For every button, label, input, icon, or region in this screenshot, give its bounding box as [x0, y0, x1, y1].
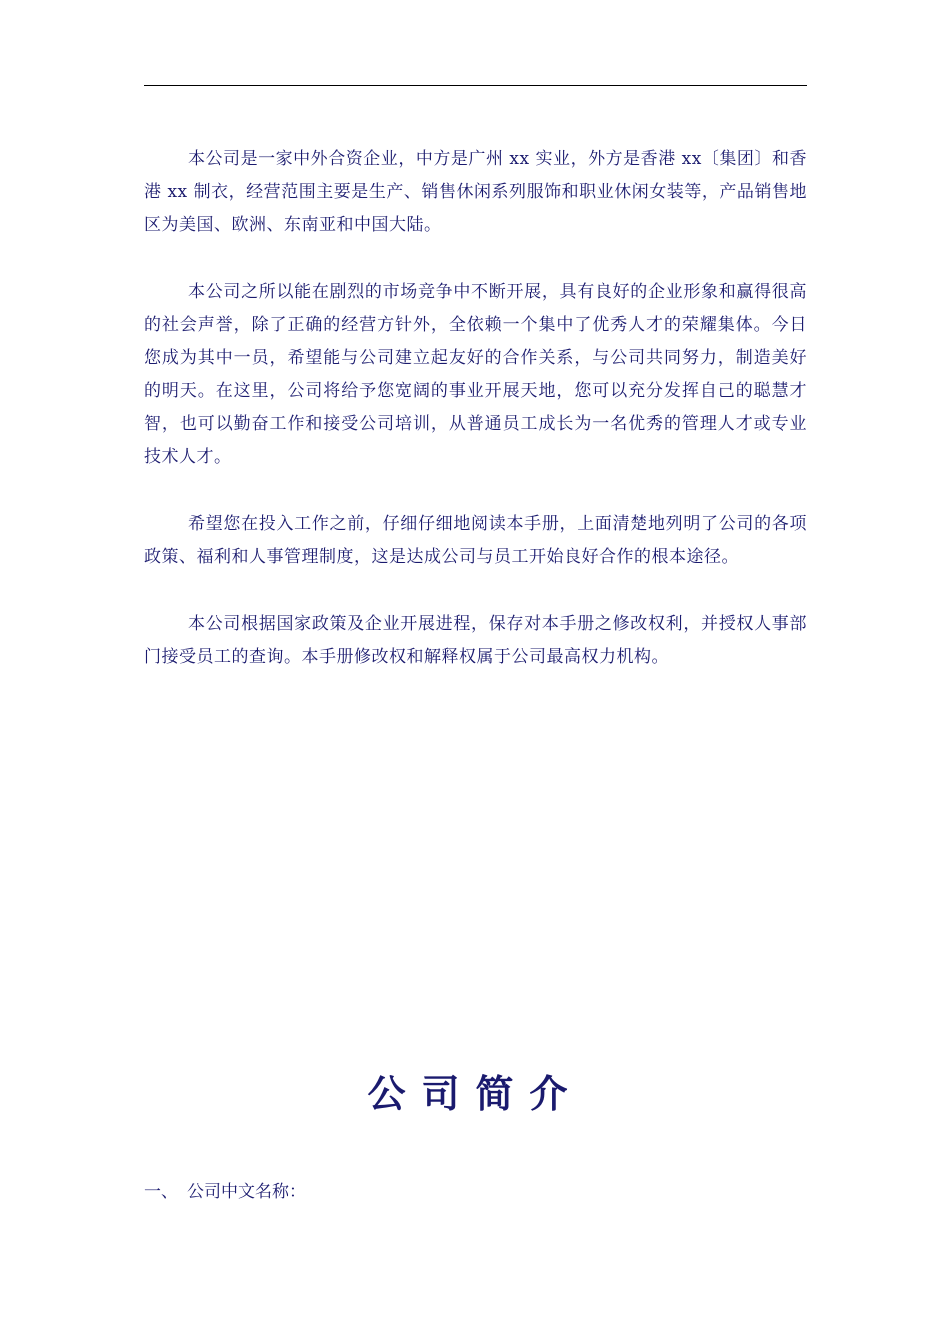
- list-item-number: 一、: [144, 1182, 178, 1202]
- paragraph-1: 本公司是一家中外合资企业，中方是广州 xx 实业，外方是香港 xx〔集团〕和香港 xx 制衣，经营范围主要是生产、销售休闲系列服饰和职业休闲女装等，产品销售地区为美国、欧洲、东南亚和中国大陆。: [144, 149, 807, 235]
- list-item-label: 公司中文名称：: [187, 1182, 306, 1202]
- paragraph-4: 本公司根据国家政策及企业开展进程，保存对本手册之修改权利，并授权人事部门接受员工的查询。本手册修改权和解释权属于公司最高权力机构。: [144, 614, 807, 667]
- paragraph-3: 希望您在投入工作之前，仔细仔细地阅读本手册，上面清楚地列明了公司的各项政策、福利和人事管理制度，这是达成公司与员工开始良好合作的根本途径。: [144, 514, 807, 567]
- intro-text: [144, 143, 807, 708]
- header-rule: [144, 85, 807, 86]
- paragraph-2: 本公司之所以能在剧烈的市场竞争中不断开展，具有良好的企业形象和赢得很高的社会声誉，除了正确的经营方针外，全依赖一个集中了优秀人才的荣耀集体。今日您成为其中一员，希望能与公司建立起友好的合作关系，与公司共同努力，制造美好的明天。在这里，公司将给予您宽阔的事业开展天地，您可以充分发挥自己的聪慧才智，也可以勤奋工作和接受公司培训，从普通员工成长为一名优秀的管理人才或专业技术人才。: [144, 282, 807, 467]
- list-item: [144, 1178, 807, 1206]
- section-title: 公司简介: [367, 1071, 584, 1116]
